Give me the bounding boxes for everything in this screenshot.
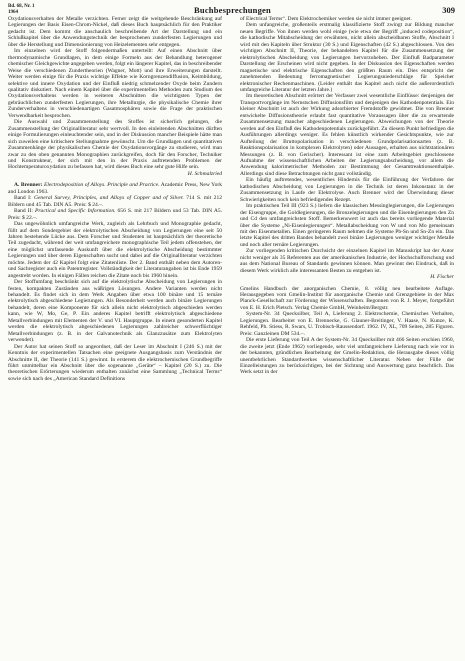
paragraph: of Electrical Terms“. Dem Elektrochemiker werden sie nicht immer geeignet. <box>240 16 412 22</box>
volume-info: 656 S. mit 217 Bildern und 53 Tab. DIN A5. Preis: $ 22.–. <box>8 208 222 221</box>
volume-title: General Survey, Principles, and Alloys of Copper and of Silver. <box>33 195 184 202</box>
paragraph: Zur vorliegenden kritischen Durchsicht der einzelnen Kapitel im Manuskript hat der Autor nicht weniger als 35 Referenten aus der amerikanischen Industrie, der Hochschulforschung und aus dem National Bureau of Standards gewinnen können. Man gewinnt den Eindruck, daß in diesem Werk wirklich alle interessanten Besten zu entgehen ist. <box>240 248 454 274</box>
paragraph: Im theoretischen Abschnitt erörtert der Verfasser zwei wesentliche Einflüsse: denjenigen der Transportvorgänge im Nernstschen Diffusionsfilm und denjenigen des Kathodenpotentials. Ein kleiner Abschnitt ist auch der Wirkung adsorbierter Fremdstoffe gewidmet. Die von Brenner entwickelte Diffusionstheorie erlaubt fast quantitative Voraussagen über die zu erwartende Zusammensetzung mancher abgeschiedenen Legierungen. Abweichungen von der Theorie werden auf den Einfluß des Kathodenpotentials zurückgeführt. Zu diesem Punkt befriedigen die Ausführungen allerdings weniger. Es fehlen künstlich wirkender Gesichtspunkte, wie zur Aufteilung der Bruttopolarisation in verschiedenen Grundpolarisationsarten (z. B. Reaktionspolarisation in komplexen Elektrolyten) oder Aussagen, erhalten aus nichtstationären Messungen (z. B. von Gerischer). Interessant ist eine zum Arbeitsgebiet geschlossene Aufnahme der wissenschaftlichen Arbeiten der Legierungsabscheidung, vor allem die Anwendung kalorimetrischer Methoden zur Bestimmung der Gesamtreaktionsenthalpie. Allerdings sind diese Betrachtungen nicht ganz vollständig. <box>240 93 454 177</box>
system-entry: System-Nr. 34 Quecksilber, Teil A, Lieferung 2. Elektrochemie, Chemisches Verhalten, Legierungen. Bearbeitet von E. Brennecke, G. Glauner-Breitinger, V. Haase, N. Kunze, K. Rehfeld, Ph. Stiess, R. Swars, U. Trobisch-Raussendorf. 1962. IV, XL, 709 Seiten, 285 Figuren. Preis: Ganzleinen DM 534.–. <box>240 311 454 337</box>
book-title: Electrodeposition of Alloys. Principle and Practice. <box>43 182 160 189</box>
year-line: 1964 <box>8 10 18 15</box>
paragraph: Die erste Lieferung von Teil A der System-Nr. 34 Quecksilber mit 466 Seiten erschien 1960, die zweite jetzt (Ende 1962) vorliegende, sehr viel umfangreichere Lieferung nach wie vor in der bekannten, gründlichen Bearbeitung der Gmelin-Redaktion, die Herausgabe dieses völlig unentbehrlichen Standardwerkes wissenschaftlicher Literatur. Neben der Fülle der Einzelleistungen zu berücksichtigen, bei der Sichtung und Auswertung ganz beachtlich. Das Werk setzt in der <box>240 337 454 376</box>
paragraph: Der Stoffumfang beschränkt sich auf die elektrolytische Abscheidung von Legierungen in festen, kompakten Zuständen aus wäßrigen Lösungen. Andere Varianten werden nicht behandelt. Es findet sich in dem Werk Angaben über etwa 100 binäre und 15 ternäre elektrolytisch abgeschiedene Legierungen. Als Besonderheit werden auch binäre Legierungen behandelt, deren eine Komponente für sich allein nicht elektrolytisch abgeschieden werden kann, wie W, Mo, Ge, P. Ein anderes Kapitel betrifft elektrolytisch abgeschiedene Metallverbindungen mit Elementen der V. und VI. Hauptgruppe. In einem gesonderten Kapitel werden die elektrolytisch abgeschiedenen Legierungen zahlreicher schwerflüchtiger Metallverbindungen (z. B. in der Galvanotechnik als Glanzzusätze zum Elektrolyten verwendet). <box>8 279 222 344</box>
page-number: 309 <box>442 5 455 15</box>
paragraph: Im praktischen Teil III (923 S.) liefern die klassischen Messinglegierungen, die Legierungen der Eisengruppe, die Goldlegierungen, die Bronzelegierungen und die Eisenlegierungen den Zn und Cd den umfangreichsten Stoff. Bemerkenswert ist auch das bereits vorliegende Material über die Systeme „Ni-Eisenlegierungen“. Metallabscheidung von W und von Mo gemeinsam mit den Eisenmetallen. Einen geringeren Raum nehmen die Systeme Pb-Sn und Sn-Zn ein. Das letzte Kapitel des dritten Bandes behandelt zwei binäre Legierungen weniger wichtiger Metalle und noch aller ternäre Legierungen. <box>240 203 454 248</box>
reviewer-signature: H. Fischer <box>430 274 454 281</box>
paragraph: Die Auswahl und Zusammenstellung des Stoffes ist sicherlich gelungen, die Zusammenstellung der Originalliteratur sehr wertvoll. In den einleitenden Abschnitten dürften einige Formulierungen einleuchtender sein, und in der Diskussion mancher Beispiele hätte man sich zuweilen eine kritischere Stellungnahme gewünscht. Um die Grundlagen und quantitativen Zusammenhänge der physikalischen Chemie der Oxydationsvorgänge zu studieren, wird man zwar zu den oben genannten Monographien zurückgreifen, doch für den Forscher, Techniker und Konstrukteur, der sich mit den in der Praxis auftretenden Problemen der Hochtemperaturoxydation zu befassen hat, wird dieses Buch eine sehr gute Hilfe sein. <box>8 119 222 171</box>
paragraph: Ein häufig auftretendes, wesentliches Hindernis für die Einführung der Verfahren der kathodischen Abscheidung von Legierungen in die Technik ist deren Inkonstanz in der Zusammensetzung in Laufe der Elektrolyse. Auch Brenner wird der Überwindung dieser Schwierigkeiten noch kein befriedigendes Rezept. <box>240 177 454 203</box>
publisher: Academic Press, New York and London 1963. <box>8 182 222 195</box>
book-author: A. Brenner: <box>14 182 43 189</box>
right-column <box>240 16 454 376</box>
paragraph: Dem unfangreiche, großenteils erstmalig klassifizierte Stoff zwingt zur Bildung mancher neuen Begriffe. Von ihnen werden wohl einige (wie etwa der Begriff „induced codeposition“, die kathodische Mitabscheidung der erwähnten, nicht allein abscheidbaren Stoffe, Abschnitt I wird mit den Kapiteln über Struktur (30 S.) und Eigenschaften (42 S.) abgeschlossen. Von den wichtigen Abschnitt II, Theorie, der behandelten Kapitel für die Zusammensetzung der elektrolytischen Abscheidung von Legierungen hervorzuheben. Der Einfluß Badparameter Darstellung der Erscheinen wird nicht gegeben. In der Diskussion des Eigenschaften werden magnetische und elektrische Eigenschaften den größten Raum ein. Dies entspricht der zunehmenden Bedeutung ferromagnetischer Legierungsniederschläge für Speicher elektronischer Rechenmaschinen. (Leider enthält das Kapitel auch nicht die außerordentlich umfangreiche Literatur der letzten Jahre.) <box>240 22 454 93</box>
paragraph: Der Autor hat seinen Stoff so angeordnet, daß der Leser im Abschnitt I (246 S.) mit der Kenntnis der experimentellen Tatsachen eine geeignete Ausgangsbasis zum Verständnis der Abschnitte II, der Theorie (141 S.) gewinnt. In ersterem die elektrochemischen Grundbegriffe führt unmittelbar ein Abschnitt über die sogenannte „Geräte“ – Kapitel (20 S.) zu. Die theoretischen Erörterungen wiederum enthalten zunächst eine Sammlung „Technical Terms“ sowie sich nach des „American Standard Definitions <box>8 343 222 382</box>
paragraph: Oxydationsverhalten der Metalle verzichten. Ferner zeigt die weitgehende Beschränkung auf Legierungen der Basis Eisen-Chrom-Nickel, daß dieses Buch hauptsächlich für den Praktiker gedacht ist. Dem kommt die anschaulich beschreibende Art der Darstellung und ein Schlußkapitel über die Anwendungstechnik der besprochenen zunderfesten Legierungen und über die Herstellung und Dimensionierung von Heizelementen sehr entgegen. <box>8 16 222 48</box>
review-citation <box>8 182 222 195</box>
gmelin-citation: Gmelins Handbuch der anorganischen Chemie, 8. völlig neu bearbeitete Auflage. Herausgegeben vom Gmelin-Institut für anorganische Chemie und Grenzgebiete in der Max Planck-Gesellschaft zur Förderung der Wissenschaften. Begonnen von R. J. Meyer, fortgeführt von E. H. Erich Pietsch. Verlag Chemie GmbH, Weinheim/Bergstr. <box>240 285 454 311</box>
paragraph: Das ungewöhnlich umfangreiche Werk, zugleich als Lehrbuch und Monographie gedacht, füllt auf dem Sondergebiet der elektrolytischen Abscheidung von Legierungen eine seit 50 Jahren bestehende Lücke aus. Dem Forscher und Studenten ist hauptsächlich der theoretische Teil zugedacht, während der weit umfangreichere monographische Teil jedem offenstehen, der eine möglichst umfassende Auskunft über die elektrolytische Abscheidung bestimmter Legierungen und über deren Eigenschaften sucht und dabei auf die Originalliteratur verzichten möchte. Jedem der 42 Kapitel folgt eine Zitatenliste. Der 2. Band enthält neben dem Autoren- und Sachregister auch ein Patentregister. Vollständigkeit der Literaturangaben ist bis Ende 1959 angestrebt worden. In einigen Fällen reichen die Zitate noch bis 1960 hinein. <box>8 221 222 279</box>
running-title: Buchbesprechungen <box>194 5 271 15</box>
left-column <box>8 16 222 382</box>
volume-info: 714 S. mit 212 Bildern und 45 Tab. DIN A5. Preis: $ 24.–. <box>8 195 223 208</box>
volume-label: Band II: <box>14 208 33 215</box>
paragraph: Im einzelnen wird der Stoff folgendermaßen unterteilt: Auf einen Abschnitt über thermodynamische Grundlagen, in dem einige Formeln aus der Behandlung heterogener chemischer Gleichgewichte angegeben werden, folgt ein längerer Kapitel, das in beschreibender Weise die verschiedenen Zundertheorien (Wagner, Mott) und ihre Erweiterungen darstellt. Weiter werden einige für die Praxis wichtige Effekte wie Korngrenzendiffusion, Keimbildung, selektive und innere Oxydation und der Einfluß niedrig schmelzender Oxyde beim Zundern qualitativ diskutiert. Nach einem Kapitel über die experimentellen Methoden zum Studium des Oxydationsverhaltens werden in weiteren Abschnitten die wichtigsten Typen der gebräuchlichen zunderfesten Legierungen, ihre Metallurgie, die physikalische Chemie ihrer Zunderverhaltens in verschiedenartigen Gasatmosphären sowie die Frage der praktischen Verwendbarkeit besprochen. <box>8 48 222 119</box>
volume-entry <box>8 208 222 221</box>
volume-label: Band I: <box>14 195 32 202</box>
reviewer-signature: H. Schmalzried <box>187 170 222 177</box>
volume-entry <box>8 195 222 208</box>
volume-title: Practical and Specific Information. <box>35 208 116 215</box>
volume-line: Bd. 68, Nr. 1 <box>8 4 35 9</box>
